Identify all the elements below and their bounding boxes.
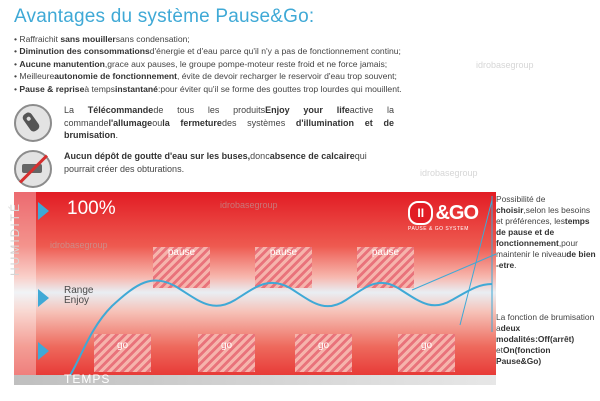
humidity-axis-label: HUMIDITÉ [8, 202, 22, 276]
pause-block: pause [357, 247, 414, 288]
list-item: • Aucune manutention,grace aux pauses, le groupe pompe-moteur reste froid et ne force jamais; [14, 58, 594, 70]
watermark: idrobasegroup [220, 200, 278, 210]
nozzle-info-text: Aucun dépôt de goutte d'eau sur les buses,doncabsence de calcairequi pourrait créer des obturations. [64, 151, 367, 174]
go-block: go [398, 334, 455, 372]
page-title: Avantages du système Pause&Go: [14, 6, 315, 27]
remote-info-text: La Télécommandede tous les produitsEnjoy your lifeactive la commandel'allumageoula fermeturedes systèmes d'illumination et de brumisation. [64, 105, 394, 141]
list-item: • Meilleureautonomie de fonctionnement, évite de devoir recharger le reservoir d'eau trop souvent; [14, 70, 594, 82]
list-item: • Raffraichit sans mouillersans condensation; [14, 33, 594, 45]
go-block: go [198, 334, 255, 372]
pause-block: pause [255, 247, 312, 288]
pause-go-logo: II &GO PAUSE & GO SYSTEM [408, 201, 478, 232]
pause-block: pause [153, 247, 210, 288]
watermark: idrobasegroup [476, 60, 534, 70]
time-axis-label: TEMPS [64, 372, 111, 386]
mode-info-text: La fonction de brumisation adeux modalités:Off(arrêt) etOn(fonction Pause&Go) [496, 312, 595, 366]
choice-info-text: Possibilité de choisir,selon les besoins et préférences, lestemps de pause et de fonctionnement,pour maintenir le niveaude bien -etre. [496, 194, 596, 270]
watermark: idrobasegroup [50, 240, 108, 250]
list-item: • Pause & repriseà tempsinstantané:pour éviter qu'il se forme des gouttes trop lourdes qui mouillent. [14, 83, 594, 95]
go-block: go [295, 334, 352, 372]
max-humidity-label: 100% [67, 198, 116, 219]
go-block: go [94, 334, 151, 372]
watermark: idrobasegroup [420, 168, 478, 178]
range-enjoy-label: Range Enjoy [64, 285, 94, 306]
list-item: • Diminution des consommationsd'énergie et d'eau parce qu'il n'y a pas de fonctionnement continu; [14, 45, 594, 57]
